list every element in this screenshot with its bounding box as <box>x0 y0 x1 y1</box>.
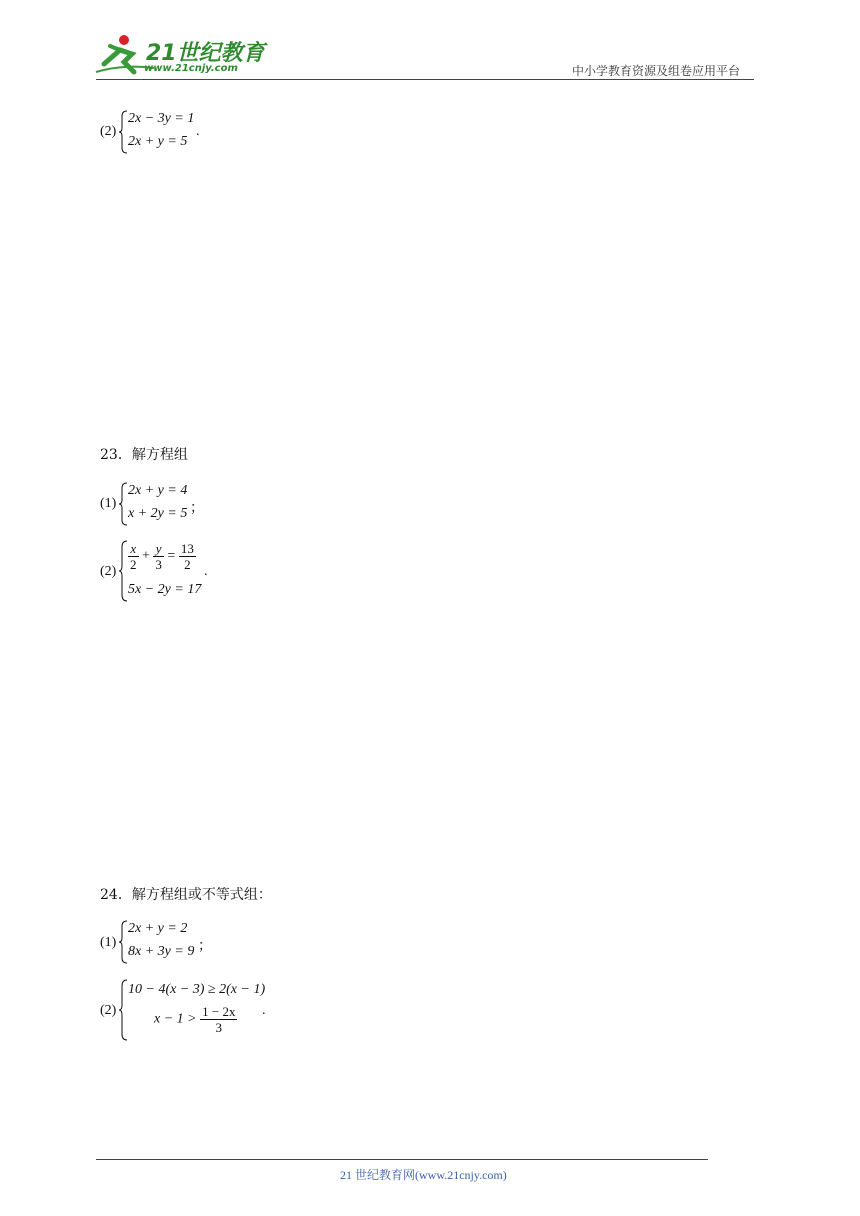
q22-brace <box>118 110 128 154</box>
q23-title: 23．解方程组 <box>100 447 188 463</box>
frac-den: 3 <box>215 1020 223 1035</box>
q22-p2-label: (2) <box>100 124 117 139</box>
q24-p2-eq1: 10 − 4(x − 3) ≥ 2(x − 1) <box>128 982 266 997</box>
q23-p2-eq1 <box>128 541 196 572</box>
logo-text: 21世纪教育 <box>146 41 265 66</box>
frac-num: 13 <box>180 541 194 556</box>
q23-p2-eq2: 5x − 2y = 17 <box>128 582 202 597</box>
q24-p2-end: . <box>262 1003 266 1018</box>
q23-p2-label: (2) <box>100 564 117 579</box>
q22-eq2: 2x + y = 5 <box>128 134 188 149</box>
frac-num: x <box>128 541 139 557</box>
q24-p1-eq2: 8x + 3y = 9 <box>128 944 195 959</box>
q24-p2-label: (2) <box>100 1003 117 1018</box>
q23-p1-eq1: 2x + y = 4 <box>128 483 188 498</box>
q23-p1-end: ； <box>190 501 204 516</box>
q24-p1-eq1: 2x + y = 2 <box>128 921 188 936</box>
logo-url: www.21cnjy.com <box>144 63 238 74</box>
frac-num: 1 − 2x <box>202 1004 236 1019</box>
equals-sign: = <box>167 548 176 564</box>
q23-p2-brace <box>118 540 128 602</box>
q24-p1-brace <box>118 920 128 964</box>
q23-p1-eq2: x + 2y = 5 <box>128 506 188 521</box>
q22-eq1: 2x − 3y = 1 <box>128 111 195 126</box>
q24-title: 24．解方程组或不等式组： <box>100 887 272 903</box>
frac-num: y <box>153 541 164 557</box>
q24-p2-brace <box>118 979 128 1041</box>
q23-p2-end: . <box>204 564 208 579</box>
q24-p1-label: (1) <box>100 935 117 950</box>
footer-rule <box>96 1159 708 1160</box>
q22-end: . <box>196 124 200 139</box>
footer-text: 21 世纪教育网(www.21cnjy.com) <box>340 1168 507 1182</box>
q23-p1-brace <box>118 482 128 526</box>
site-logo <box>94 34 265 76</box>
q23-p1-label: (1) <box>100 496 117 511</box>
inequality-left: x − 1 > <box>154 1011 197 1027</box>
frac-den: 3 <box>155 557 162 572</box>
header-tagline: 中小学教育资源及组卷应用平台 <box>572 64 741 78</box>
q24-p2-eq2 <box>154 1004 237 1035</box>
header-rule <box>96 79 754 80</box>
plus-sign: + <box>142 548 150 564</box>
frac-den: 2 <box>130 557 137 572</box>
frac-den: 2 <box>184 557 191 572</box>
q24-p1-end: ； <box>198 939 212 954</box>
